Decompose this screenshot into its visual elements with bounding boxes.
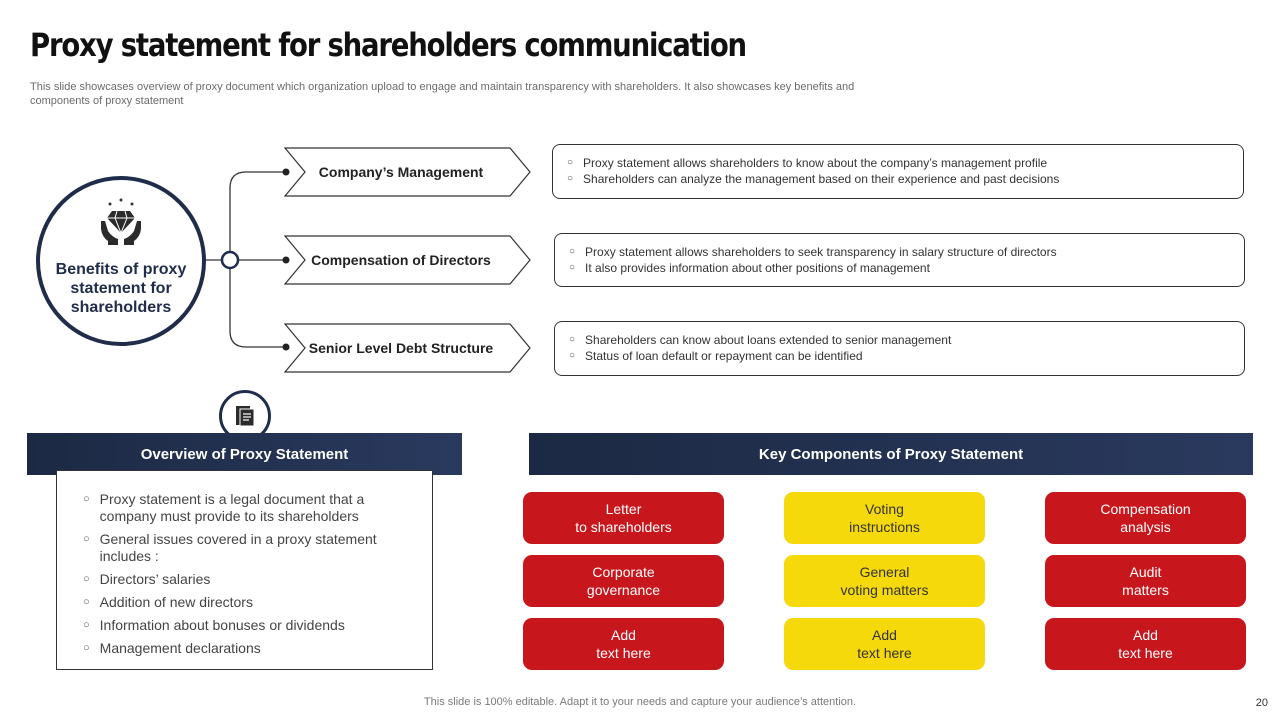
overview-list	[83, 491, 413, 663]
benefit-label: Senior Level Debt Structure	[308, 340, 494, 356]
list-item: ○ Management declarations	[83, 640, 261, 656]
component-card: Add text here	[1045, 618, 1246, 670]
benefit-chevron-compensation	[284, 235, 532, 285]
bullet-icon: ○	[569, 334, 576, 345]
component-card: General voting matters	[784, 555, 985, 607]
list-item: ○ Information about bonuses or dividends	[83, 617, 345, 633]
component-card: Audit matters	[1045, 555, 1246, 607]
list-item: ○ Proxy statement is a legal document that a company must provide to its shareholders	[83, 491, 365, 524]
benefits-circle	[36, 176, 206, 346]
bullet-icon: ○	[567, 157, 574, 168]
benefit-detail-box: ○ Proxy statement allows shareholders to seek transparency in salary structure of directors ○ It also provides information about other positions of management	[554, 233, 1245, 287]
page-number: 20	[1255, 697, 1268, 709]
bullet-icon: ○	[569, 350, 576, 361]
component-card: Compensation analysis	[1045, 492, 1246, 544]
bullet-icon: ○	[83, 596, 90, 608]
component-card: Letter to shareholders	[523, 492, 724, 544]
bullet-icon: ○	[569, 246, 576, 257]
footer-note: This slide is 100% editable. Adapt it to your needs and capture your audience’s attention.	[423, 696, 857, 708]
bullet-icon: ○	[569, 262, 576, 273]
overview-box	[56, 470, 433, 670]
bullet-icon: ○	[83, 642, 90, 654]
benefit-detail-box: ○ Shareholders can know about loans extended to senior management ○ Status of loan default or repayment can be identified	[554, 321, 1245, 376]
bullet-icon: ○	[83, 533, 90, 545]
overview-header: Overview of Proxy Statement	[27, 433, 462, 475]
bullet-icon: ○	[83, 573, 90, 585]
list-item: ○ Directors’ salaries	[83, 571, 211, 587]
benefits-title: Benefits of proxy statement for shareholders	[55, 261, 187, 316]
benefit-label: Compensation of Directors	[311, 252, 491, 268]
benefit-chevron-management	[284, 147, 532, 197]
bullet-icon: ○	[83, 619, 90, 631]
component-card: Corporate governance	[523, 555, 724, 607]
component-card: Voting instructions	[784, 492, 985, 544]
page-subtitle: This slide showcases overview of proxy document which organization upload to engage and maintain transparency with shareholders. It also showcases key benefits and components of proxy statement	[30, 81, 855, 107]
list-item: ○ General issues covered in a proxy statement includes :	[83, 531, 377, 564]
component-card: Add text here	[523, 618, 724, 670]
list-item: ○ Addition of new directors	[83, 594, 253, 610]
bullet-icon: ○	[567, 173, 574, 184]
junction-node	[222, 252, 238, 268]
benefit-detail-box: ○ Proxy statement allows shareholders to know about the company’s management profile ○ Shareholders can analyze the management based on their experience and past decisions	[552, 144, 1244, 199]
components-header: Key Components of Proxy Statement	[529, 433, 1253, 475]
benefit-chevron-debt	[284, 323, 532, 373]
bullet-icon: ○	[83, 493, 90, 505]
component-card: Add text here	[784, 618, 985, 670]
diamond-hands-icon	[99, 197, 143, 252]
page-title: Proxy statement for shareholders communication	[30, 26, 746, 64]
benefit-label: Company’s Management	[318, 164, 484, 180]
